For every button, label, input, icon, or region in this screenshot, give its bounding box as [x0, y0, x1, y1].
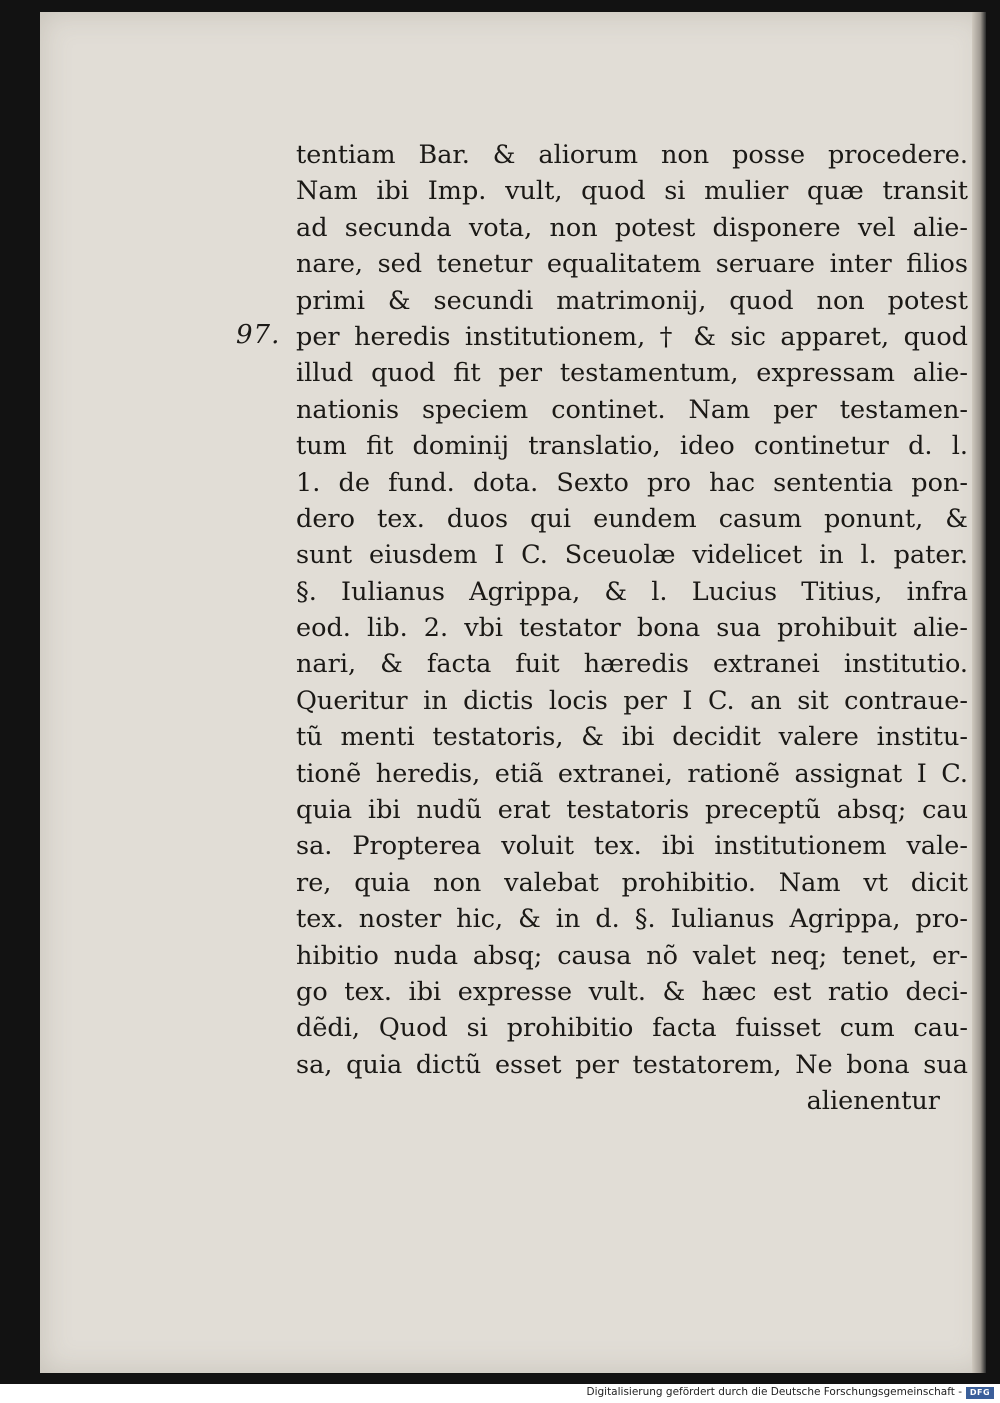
text-line: tex. noster hic, & in d. §. Iulianus Agrippa, pro- [296, 904, 968, 935]
text-line: 1. de fund. dota. Sexto pro hac sententia pon- [296, 467, 968, 498]
text-line: tentiam Bar. & aliorum non posse procedere. [296, 140, 968, 170]
text-line: Nam ibi Imp. vult, quod si mulier quæ transit [296, 176, 968, 207]
text-line: tionẽ heredis, etiã extranei, rationẽ assignat I C. [296, 758, 968, 789]
catchword: alienentur [806, 1086, 940, 1117]
footer-bar [0, 1384, 1000, 1403]
text-line: eod. lib. 2. vbi testator bona sua prohibuit alie- [296, 613, 968, 644]
text-line: illud quod fit per testamentum, expressam alie- [296, 358, 968, 389]
body-text [296, 137, 968, 1120]
text-line: nare, sed tenetur equalitatem seruare inter filios [296, 249, 968, 280]
text-line: nari, & facta fuit hæredis extranei institutio. [296, 649, 968, 680]
text-line: dero tex. duos qui eundem casum ponunt, & [296, 503, 968, 534]
text-line: §. Iulianus Agrippa, & l. Lucius Titius, infra [296, 576, 968, 607]
text-line: go tex. ibi expresse vult. & hæc est ratio deci- [296, 976, 968, 1007]
text-line: nationis speciem continet. Nam per testamen- [296, 394, 968, 425]
text-line: sa, quia dictũ esset per testatorem, Ne bona sua [296, 1049, 968, 1080]
page-edge [972, 12, 986, 1373]
text-line: quia ibi nudũ erat testatoris preceptũ absq; cau [296, 795, 968, 826]
text-line: ad secunda vota, non potest disponere vel alie- [296, 212, 968, 243]
text-line: re, quia non valebat prohibitio. Nam vt dicit [296, 867, 968, 898]
text-line: primi & secundi matrimonij, quod non potest [296, 285, 968, 316]
dfg-logo-icon: DFG [966, 1387, 994, 1399]
text-line: sunt eiusdem I C. Sceuolæ videlicet in l. pater. [296, 540, 968, 571]
text-line: tũ menti testatoris, & ibi decidit valere institu- [296, 722, 968, 753]
funding-credit: Digitalisierung gefördert durch die Deutsche Forschungsgemeinschaft - [586, 1386, 962, 1398]
text-line: hibitio nuda absq; causa nõ valet neq; tenet, er- [296, 940, 968, 971]
text-line: sa. Propterea voluit tex. ibi institutionem vale- [296, 831, 968, 862]
text-line: dẽdi, Quod si prohibitio facta fuisset cum cau- [296, 1013, 968, 1044]
margin-number: 97. [236, 320, 281, 350]
text-line: per heredis institutionem, † & sic apparet, quod [296, 321, 968, 352]
text-line: tum fit dominij translatio, ideo continetur d. l. [296, 431, 968, 462]
text-line: Queritur in dictis locis per I C. an sit contraue- [296, 685, 968, 716]
